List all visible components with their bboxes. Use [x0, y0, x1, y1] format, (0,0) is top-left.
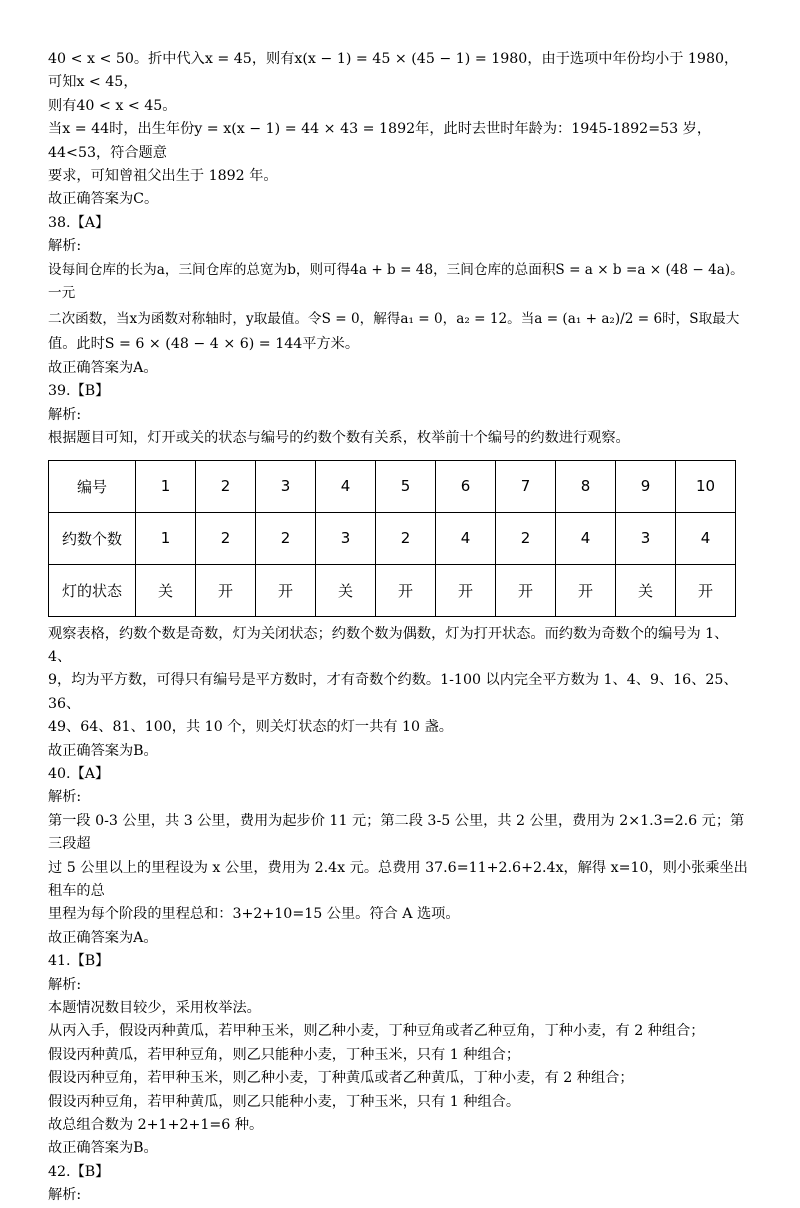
- line-13: 解析:: [48, 406, 82, 423]
- table-cell: 开: [376, 564, 436, 616]
- table-cell: 关: [316, 564, 376, 616]
- table-cell: 2: [256, 512, 316, 564]
- line-after-13: 本题情况数目较少，采用枚举法。: [48, 1000, 261, 1016]
- line-after-16: 假设丙种豆角，若甲种玉米，则乙种小麦，丁种黄瓜或者乙种黄瓜，丁种小麦，有 2 种组合；: [48, 1070, 634, 1087]
- table-cell: 4: [436, 512, 496, 564]
- table-cell: 3: [256, 460, 316, 512]
- table-cell: 关: [616, 564, 676, 616]
- line-11: 故正确答案为A。: [48, 359, 158, 376]
- line-after-1: 观察表格，约数个数是奇数，灯为关闭状态；约数个数为偶数，灯为打开状态。而约数为奇数个的编号为 1、4、: [48, 625, 729, 665]
- table-cell: 9: [616, 460, 676, 512]
- line-2: 则有40 < x < 45。: [48, 97, 177, 114]
- table-cell: 8: [556, 460, 616, 512]
- line-8: 设每间仓库的长为a，三间仓库的总宽为b，则可得4a + b = 48，三间仓库的总面积S = a × b =a × (48 − 4a)。一元: [48, 261, 744, 302]
- table-cell: 4: [316, 460, 376, 512]
- line-after-9: 里程为每个阶段的里程总和：3+2+10=15 公里。符合 A 选项。: [48, 906, 460, 923]
- line-after-3: 49、64、81、100，共 10 个，则关灯状态的灯一共有 10 盏。: [48, 719, 453, 736]
- table-row-label: 编号: [49, 460, 136, 512]
- table-row: [49, 512, 736, 564]
- line-6: 38.【A】: [48, 214, 110, 231]
- line-12: 39.【B】: [48, 383, 110, 400]
- table-cell: 7: [496, 460, 556, 512]
- line-after-15: 假设丙种黄瓜，若甲种豆角，则乙只能种小麦，丁种玉米，只有 1 种组合；: [48, 1046, 521, 1063]
- table-cell: 开: [256, 564, 316, 616]
- line-7: 解析:: [48, 238, 82, 255]
- line-10: 值。此时S = 6 × (48 − 4 × 6) = 144平方米。: [48, 336, 360, 353]
- table-cell: 开: [436, 564, 496, 616]
- line-5: 故正确答案为C。: [48, 191, 159, 208]
- line-after-6: 解析:: [48, 789, 82, 806]
- table-cell: 开: [676, 564, 736, 616]
- line-after-12: 解析:: [48, 976, 82, 993]
- line-9: 二次函数，当x为函数对称轴时，y取最值。令S = 0，解得a₁ = 0，a₂ = 12。当a = (a₁ + a₂)/2 = 6时，S取最大: [48, 311, 740, 328]
- line-after-10: 故正确答案为A。: [48, 929, 158, 946]
- line-4: 要求，可知曾祖父出生于 1892 年。: [48, 168, 278, 185]
- after-table-text: [48, 623, 748, 1208]
- table-cell: 10: [676, 460, 736, 512]
- table-cell: 3: [316, 512, 376, 564]
- line-after-4: 故正确答案为B。: [48, 742, 158, 759]
- table-cell: 1: [136, 512, 196, 564]
- table-row-label: 约数个数: [49, 512, 136, 564]
- table-cell: 6: [436, 460, 496, 512]
- line-after-18: 故总组合数为 2+1+2+1=6 种。: [48, 1117, 264, 1134]
- document-page: [48, 48, 748, 1208]
- line-14: 根据题目可知，灯开或关的状态与编号的约数个数有关系，枚举前十个编号的约数进行观察。: [48, 430, 630, 447]
- table-cell: 5: [376, 460, 436, 512]
- table-cell: 4: [676, 512, 736, 564]
- line-after-2: 9，均为平方数，可得只有编号是平方数时，才有奇数个约数。1-100 以内完全平方数为 1、4、9、16、25、36、: [48, 672, 738, 712]
- table-cell: 2: [376, 512, 436, 564]
- line-1: 40 < x < 50。折中代入x = 45，则有x(x − 1) = 45 × (45 − 1) = 1980，由于选项中年份均小于 1980，可知x < 45，: [48, 51, 739, 91]
- table-row: [49, 564, 736, 616]
- table-cell: 开: [496, 564, 556, 616]
- line-after-14: 从丙入手，假设丙种黄瓜，若甲种玉米，则乙种小麦，丁种豆角或者乙种豆角，丁种小麦，有 2 种组合；: [48, 1023, 705, 1040]
- table-cell: 4: [556, 512, 616, 564]
- table-cell: 开: [196, 564, 256, 616]
- table-cell: 2: [196, 460, 256, 512]
- line-3: 当x = 44时，出生年份y = x(x − 1) = 44 × 43 = 1892年，此时去世时年龄为：1945-1892=53 岁，44<53，符合题意: [48, 121, 712, 161]
- divisor-table: [48, 460, 736, 617]
- line-after-5: 40.【A】: [48, 765, 110, 782]
- table-cell: 1: [136, 460, 196, 512]
- line-after-17: 假设丙种豆角，若甲种黄瓜，则乙只能种小麦，丁种玉米，只有 1 种组合。: [48, 1093, 521, 1110]
- line-after-11: 41.【B】: [48, 953, 110, 970]
- table-row: [49, 460, 736, 512]
- table-cell: 3: [616, 512, 676, 564]
- line-after-8: 过 5 公里以上的里程设为 x 公里，费用为 2.4x 元。总费用 37.6=11+2.6+2.4x，解得 x=10，则小张乘坐出租车的总: [48, 859, 748, 899]
- line-after-19: 故正确答案为B。: [48, 1140, 158, 1157]
- line-after-21: 解析:: [48, 1187, 82, 1204]
- table-cell: 2: [196, 512, 256, 564]
- table-cell: 开: [556, 564, 616, 616]
- line-after-20: 42.【B】: [48, 1163, 110, 1180]
- table-cell: 关: [136, 564, 196, 616]
- table-row-label: 灯的状态: [49, 564, 136, 616]
- table-cell: 2: [496, 512, 556, 564]
- line-after-7: 第一段 0-3 公里，共 3 公里，费用为起步价 11 元；第二段 3-5 公里，共 2 公里，费用为 2×1.3=2.6 元；第三段超: [48, 812, 745, 853]
